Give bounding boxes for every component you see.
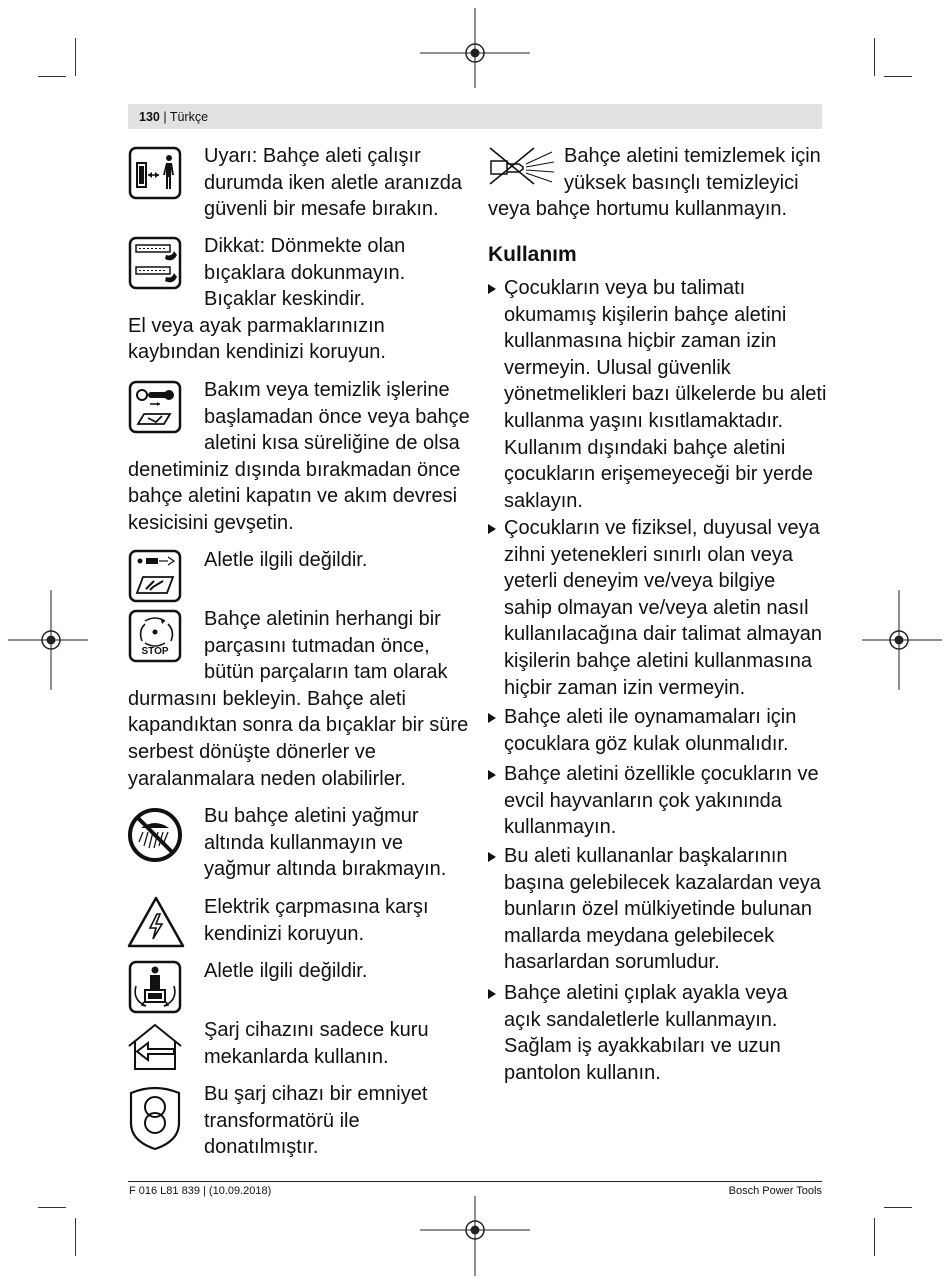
left-para-3-beside: Bakım veya temizlik işlerine başlamadan önce veya bahçe aletini kısa süreliğine de olsa xyxy=(204,379,470,455)
registration-mark-left xyxy=(8,590,88,690)
left-para-3 xyxy=(128,377,474,537)
crop-mark xyxy=(38,1207,66,1208)
page-header: 130 | Türkçe xyxy=(139,110,209,124)
bullet-text: Bu aleti kullananlar başkalarının başına gelebilecek kazalardan veya bunların özel mülkiyetinde bulunan mallarda meydana gelebilecek hasarlardan sorumludur. xyxy=(504,845,821,974)
header-bar xyxy=(128,104,822,129)
indoor-charger-icon xyxy=(126,1022,184,1072)
page-number: 130 xyxy=(139,110,160,124)
section-heading: Kullanım xyxy=(488,243,577,266)
bullet-arrow-icon xyxy=(488,284,496,294)
bullet-item xyxy=(488,275,828,514)
keep-distance-icon xyxy=(128,146,182,200)
crop-mark xyxy=(38,76,66,77)
header-language: Türkçe xyxy=(169,110,209,124)
bullet-item xyxy=(488,761,828,841)
crop-mark xyxy=(874,1218,875,1256)
left-para-2 xyxy=(128,233,474,366)
crop-mark xyxy=(884,76,912,77)
left-para-7: Elektrik çarpmasına karşı kendinizi koruyun. xyxy=(204,896,429,945)
right-intro xyxy=(488,143,828,223)
left-para-5 xyxy=(128,606,474,792)
bullet-text: Bahçe aletini özellikle çocukların ve evcil hayvanların çok yakınında kullanmayın. xyxy=(504,763,819,839)
electric-shock-icon xyxy=(126,894,186,950)
left-para-10: Bu şarj cihazı bir emniyet transformatörü ile donatılmıştır. xyxy=(204,1083,428,1159)
registration-mark-bottom xyxy=(420,1196,530,1276)
crop-mark xyxy=(75,1218,76,1256)
stop-label: STOP xyxy=(141,646,169,657)
bullet-text: Çocukların veya bu talimatı okumamış kişilerin bahçe aletini kullanmasına hiçbir zaman izin vermeyin. Ulusal güvenlik yönetmelikleri bazı ülkelerde bu aleti kullanma yaşını kısıtlamaktadır. Kullanım dışındaki bahçe aletini çocukların erişemeyeceği bir yerde saklayın. xyxy=(504,277,827,512)
operator-bystander-icon xyxy=(128,960,182,1014)
bullet-arrow-icon xyxy=(488,852,496,862)
bullet-arrow-icon xyxy=(488,770,496,780)
crop-mark xyxy=(874,38,875,76)
right-intro-below: veya bahçe hortumu kullanmayın. xyxy=(488,198,788,221)
left-para-5-below: durmasını bekleyin. Bahçe aleti kapandıktan sonra da bıçaklar bir süre serbest dönüşte dönerler ve yaralanmalara neden olabilirler. xyxy=(128,687,469,790)
bullet-arrow-icon xyxy=(488,524,496,534)
left-para-1: Uyarı: Bahçe aleti çalışır durumda iken aletle aranızda güvenli bir mesafe bırakın. xyxy=(204,145,462,221)
bullet-text: Bahçe aletini çıplak ayakla veya açık sandaletlerle kullanmayın. Sağlam iş ayakkabıları ve uzun pantolon kullanın. xyxy=(504,982,788,1084)
left-para-3-below: denetiminiz dışında bırakmadan önce bahçe aletini kapatın ve akım devresi kesicisini gevşetin. xyxy=(128,458,461,534)
bullet-item xyxy=(488,704,828,757)
left-para-2-beside: Dikkat: Dönmekte olan bıçaklara dokunmayın. Bıçaklar keskindir. xyxy=(204,235,406,311)
crop-mark xyxy=(884,1207,912,1208)
registration-mark-top xyxy=(420,8,530,88)
registration-mark-right xyxy=(862,590,942,690)
left-para-8: Aletle ilgili değildir. xyxy=(204,960,368,982)
no-rain-icon xyxy=(126,806,184,864)
bullet-text: Çocukların ve fiziksel, duyusal veya zihni yetenekleri sınırlı olan veya yeterli deneyim ve/veya bilgiye sahip olmayan ve/veya aletin nasıl kullanılacağına dair talimat almayan kişilerin bahçe aletini kullanmasına hiçbir zaman izin vermeyin. xyxy=(504,517,822,699)
left-para-5-beside: Bahçe aletinin herhangi bir parçasını tutmadan önce, bütün parçaların tam olarak xyxy=(204,608,448,684)
right-intro-beside: Bahçe aletini temizlemek için yüksek basınçlı temizleyici xyxy=(564,145,821,194)
footer-doc-id: F 016 L81 839 | (10.09.2018) xyxy=(129,1185,272,1197)
not-relevant-manual-icon xyxy=(128,549,182,603)
left-para-9: Şarj cihazını sadece kuru mekanlarda kullanın. xyxy=(204,1019,429,1068)
bullet-item xyxy=(488,515,828,701)
bullet-arrow-icon xyxy=(488,989,496,999)
footer-brand: Bosch Power Tools xyxy=(728,1185,822,1197)
left-para-4: Aletle ilgili değildir. xyxy=(204,549,368,571)
left-para-2-below: El veya ayak parmaklarınızın kaybından kendinizi koruyun. xyxy=(128,314,386,364)
bullet-item xyxy=(488,843,828,976)
bullet-arrow-icon xyxy=(488,713,496,723)
footer-rule xyxy=(128,1181,822,1182)
crop-mark xyxy=(75,38,76,76)
bullet-text: Bahçe aleti ile oynamamaları için çocuklara göz kulak olunmalıdır. xyxy=(504,706,797,755)
bullet-item xyxy=(488,980,828,1086)
left-para-6: Bu bahçe aletini yağmur altında kullanmayın ve yağmur altında bırakmayın. xyxy=(204,805,447,881)
safety-transformer-icon xyxy=(128,1085,182,1151)
